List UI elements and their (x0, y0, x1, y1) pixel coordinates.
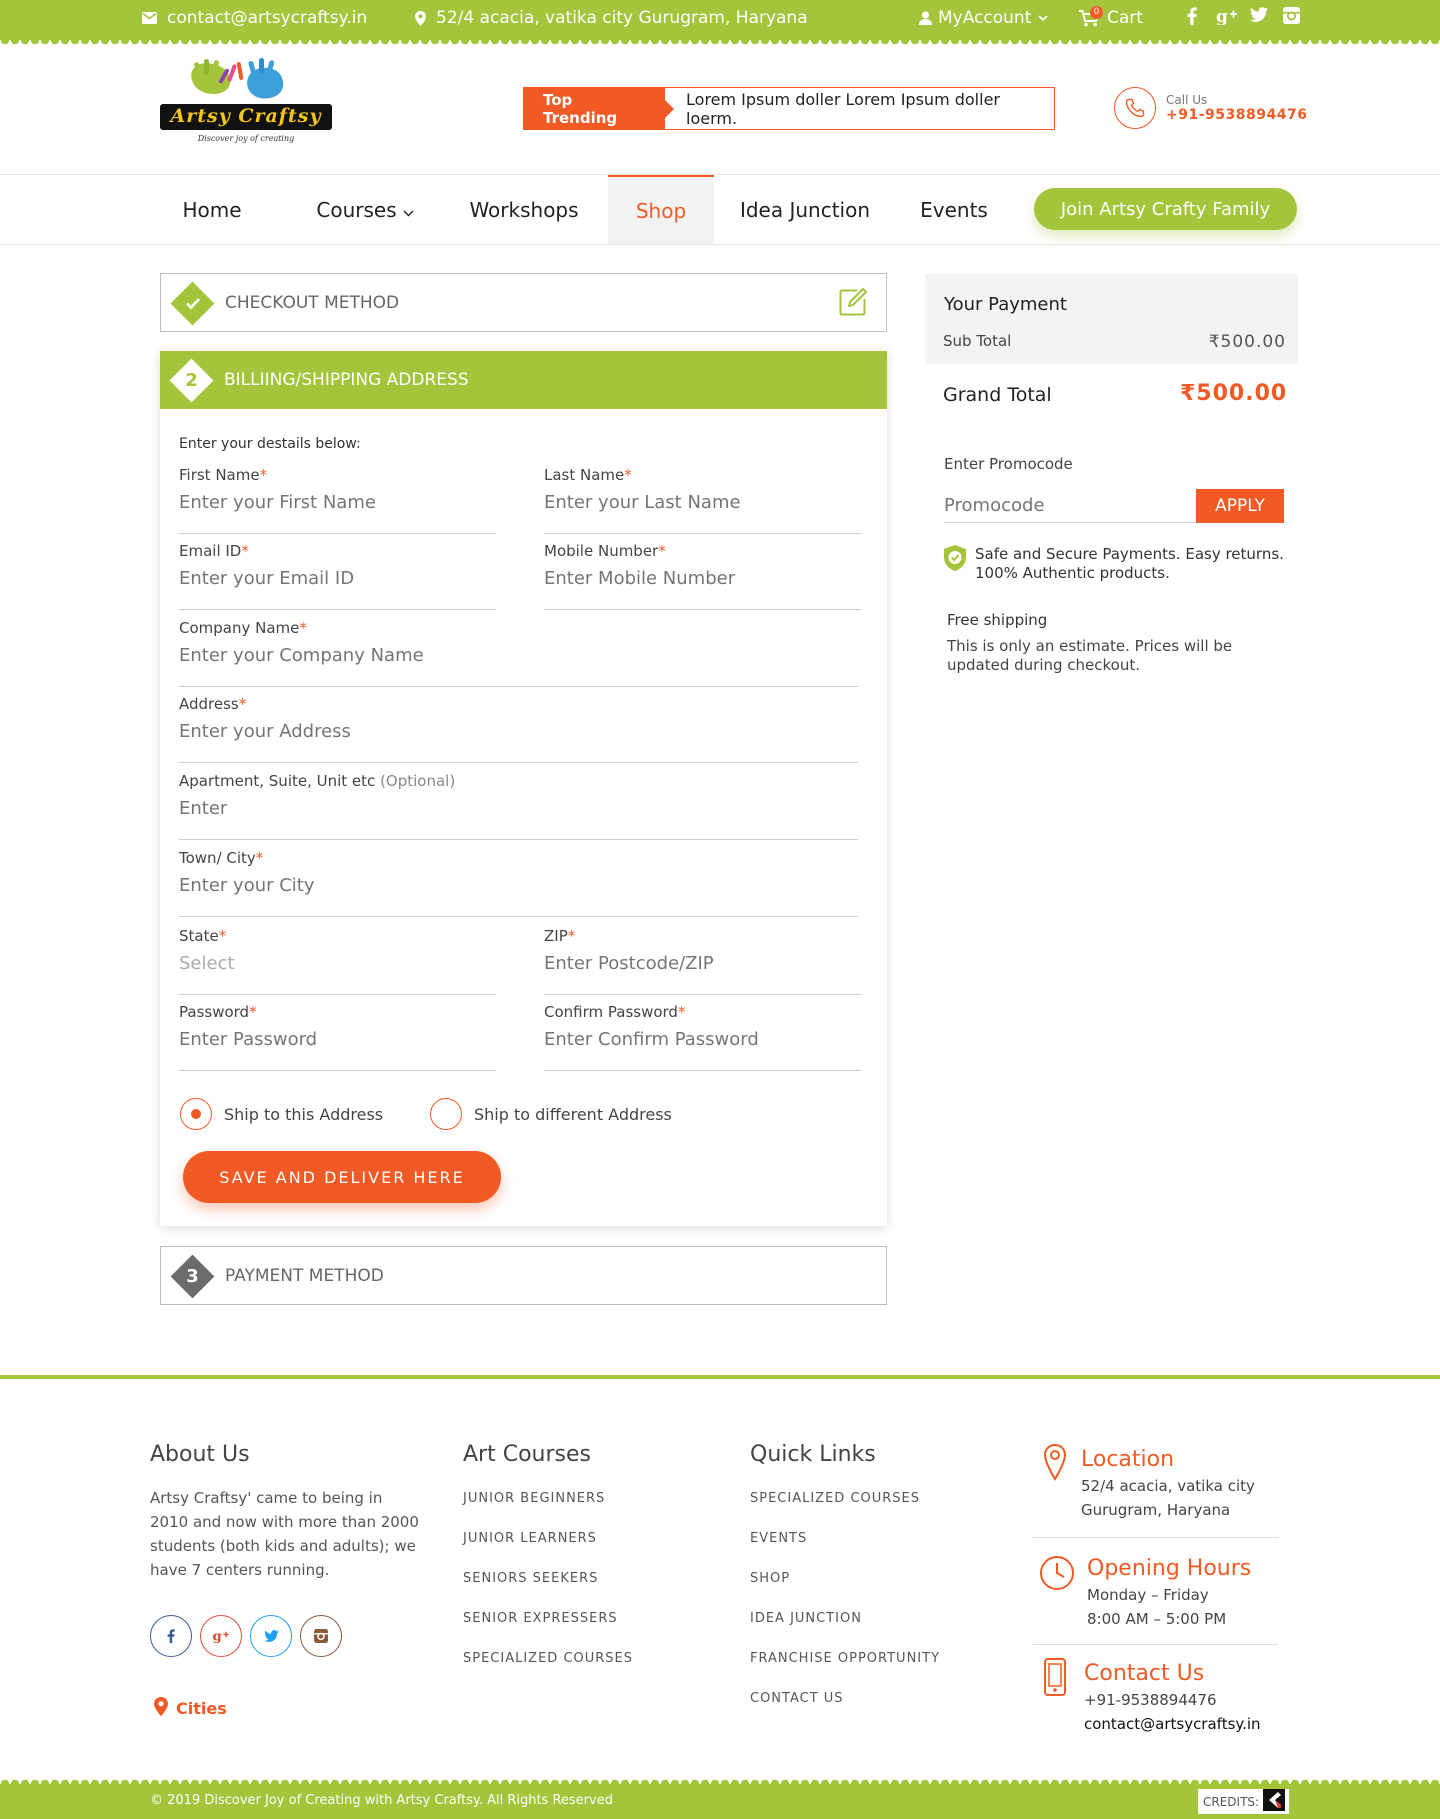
password-label: Password (179, 1003, 250, 1021)
required-mark: * (658, 542, 666, 560)
top-social-links (1173, 7, 1307, 25)
secure-payment-text: Safe and Secure Payments. Easy returns. 100% Authentic products. (975, 545, 1284, 582)
zip-input[interactable] (544, 953, 861, 974)
state-label: State (179, 927, 219, 945)
call-number[interactable]: +91-9538894476 (1166, 107, 1308, 123)
password-input[interactable] (179, 1029, 496, 1050)
contact-email[interactable]: contact@artsycraftsy.in (1084, 1715, 1261, 1733)
credits-badge[interactable] (1198, 1789, 1289, 1814)
city-field (179, 849, 858, 917)
billing-intro: Enter your destails below: (179, 436, 361, 452)
zip-field (544, 927, 861, 995)
shield-check-icon (943, 544, 967, 583)
location-line-1: 52/4 acacia, vatika city (1081, 1477, 1255, 1495)
nav-home[interactable]: Home (182, 197, 242, 222)
payment-method-title: PAYMENT METHOD (225, 1265, 384, 1286)
ship-same-label: Ship to this Address (224, 1104, 384, 1124)
contact-title: Contact Us (1084, 1661, 1205, 1686)
last-name-label: Last Name (544, 466, 625, 484)
cart-link[interactable] (1079, 8, 1143, 28)
map-pin-icon (415, 11, 426, 26)
footer-separator (1033, 1644, 1278, 1645)
state-select[interactable]: Select (179, 953, 235, 974)
top-email[interactable] (142, 8, 367, 28)
copyright-text: © 2019 Discover Joy of Creating with Artsy Craftsy. All Rights Reserved (150, 1793, 613, 1808)
last-name-input[interactable] (544, 492, 861, 513)
step-number: 2 (185, 370, 198, 391)
footer-course-link[interactable]: JUNIOR LEARNERS (463, 1531, 597, 1546)
required-mark: * (218, 927, 227, 945)
promo-input[interactable] (944, 489, 1196, 523)
last-name-field (544, 466, 861, 534)
confirm-password-field (544, 1003, 861, 1071)
nav-events[interactable]: Events (920, 197, 988, 222)
footer-quick-links (750, 1489, 940, 1729)
cities-link[interactable] (154, 1697, 227, 1720)
footer-about-text: Artsy Craftsy' came to being in 2010 and now with more than 2000 students (both kids and adults); we have 7 centers running. (150, 1489, 419, 1579)
footer-courses-title: Art Courses (463, 1442, 591, 1467)
twitter-icon[interactable] (250, 1615, 292, 1657)
edit-icon[interactable] (838, 287, 868, 322)
ship-same-radio[interactable] (180, 1098, 383, 1130)
nav-courses-label: Courses (316, 197, 397, 222)
join-family-button[interactable]: Join Artsy Crafty Family (1034, 188, 1297, 230)
required-mark: * (259, 466, 268, 484)
footer-quick-link[interactable]: EVENTS (750, 1531, 808, 1546)
apartment-label: Apartment, Suite, Unit etc (179, 772, 376, 790)
facebook-icon[interactable] (150, 1615, 192, 1657)
apartment-input[interactable] (179, 798, 858, 819)
free-shipping: Free shipping (947, 611, 1048, 629)
hours-line-1: Monday – Friday (1087, 1586, 1209, 1604)
footer-course-link[interactable]: SENIOR EXPRESSERS (463, 1611, 618, 1626)
contact-phone[interactable]: +91-9538894476 (1084, 1691, 1217, 1709)
checkout-method-title: CHECKOUT METHOD (225, 292, 400, 313)
call-us[interactable] (1114, 87, 1307, 129)
footer-course-link[interactable]: JUNIOR BEGINNERS (463, 1491, 606, 1506)
optional-tag: (Optional) (380, 772, 456, 790)
first-name-field (179, 466, 496, 534)
twitter-icon[interactable] (1243, 7, 1275, 25)
top-address (415, 8, 808, 28)
cart-label: Cart (1107, 8, 1143, 28)
step-complete-marker (171, 281, 215, 325)
footer-divider (0, 1375, 1440, 1379)
first-name-label: First Name (179, 466, 260, 484)
city-label: Town/ City (179, 849, 256, 867)
footer-quick-link[interactable]: CONTACT US (750, 1691, 844, 1706)
email-input[interactable] (179, 568, 496, 589)
required-mark: * (249, 1003, 257, 1021)
copyright-bar (0, 1784, 1440, 1819)
payment-summary-title: Your Payment (944, 294, 1067, 315)
city-input[interactable] (179, 875, 858, 896)
cities-label: Cities (176, 1699, 227, 1718)
footer-quick-link[interactable]: SHOP (750, 1571, 791, 1586)
hours-line-2: 8:00 AM – 5:00 PM (1087, 1610, 1227, 1628)
confirm-password-input[interactable] (544, 1029, 861, 1050)
location-line-2: Gurugram, Haryana (1081, 1501, 1231, 1519)
logo-wordmark: Artsy Craftsy (170, 105, 322, 127)
top-bar (0, 0, 1440, 40)
site-logo[interactable] (158, 58, 334, 154)
grand-total-value: ₹500.00 (1180, 381, 1288, 406)
email-field (179, 542, 496, 610)
address-label: Address (179, 695, 239, 713)
secure-payment-note (943, 545, 1288, 583)
credits-logo-icon (1263, 1789, 1285, 1814)
mobile-phone-icon (1043, 1657, 1067, 1701)
required-mark: * (299, 619, 307, 637)
password-field (179, 1003, 496, 1071)
google-plus-icon[interactable] (1211, 7, 1243, 25)
promo-label: Enter Promocode (944, 455, 1073, 473)
zip-label: ZIP (544, 927, 568, 945)
payment-method-step[interactable] (160, 1246, 887, 1305)
step-number-marker (171, 1254, 215, 1298)
save-deliver-button[interactable]: SAVE AND DELIVER HERE (183, 1151, 501, 1203)
clock-icon (1038, 1554, 1076, 1596)
apply-promo-button[interactable]: APPLY (1196, 489, 1284, 523)
company-field (179, 619, 858, 687)
required-mark: * (241, 542, 249, 560)
radio-unselected (430, 1098, 462, 1130)
envelope-icon (142, 12, 157, 24)
billing-step-title: BILLIING/SHIPPING ADDRESS (224, 370, 469, 390)
footer-courses-list (463, 1489, 633, 1689)
required-mark: * (567, 927, 576, 945)
call-label: Call Us (1166, 93, 1208, 107)
required-mark: * (238, 695, 247, 713)
my-account-menu[interactable] (919, 8, 1049, 28)
apartment-field (179, 772, 858, 840)
required-mark: * (677, 1003, 686, 1021)
svg-text:g: g (1216, 7, 1228, 25)
mobile-input[interactable] (544, 568, 861, 589)
billing-shipping-panel (160, 351, 887, 1226)
footer-social-links (150, 1615, 342, 1657)
estimate-note: This is only an estimate. Prices will be updated during checkout. (947, 637, 1233, 674)
facebook-icon[interactable] (1173, 7, 1211, 25)
user-icon (919, 11, 932, 25)
step-number: 3 (186, 1265, 199, 1287)
top-address-text: 52/4 acacia, vatika city Gurugram, Haryana (436, 8, 808, 28)
required-mark: * (624, 466, 632, 484)
map-pin-icon (1043, 1443, 1067, 1485)
my-account-label: MyAccount (938, 8, 1032, 28)
instagram-icon[interactable] (300, 1615, 342, 1657)
ship-different-label: Ship to different Address (474, 1104, 672, 1124)
trending-ticker (523, 87, 1055, 130)
chevron-down-icon (403, 198, 414, 222)
location-title: Location (1081, 1447, 1175, 1472)
required-mark: * (255, 849, 264, 867)
phone-icon (1114, 87, 1156, 129)
company-input[interactable] (179, 645, 858, 666)
nav-shop[interactable]: Shop (608, 175, 714, 244)
footer-course-link[interactable]: SENIORS SEEKERS (463, 1571, 599, 1586)
google-plus-icon[interactable] (200, 1615, 242, 1657)
top-email-text: contact@artsycraftsy.in (167, 8, 368, 28)
subtotal-value: ₹500.00 (1208, 332, 1286, 352)
confirm-password-label: Confirm Password (544, 1003, 678, 1021)
billing-step-header[interactable] (160, 351, 887, 409)
map-pin-icon (154, 1697, 168, 1720)
mobile-field (544, 542, 861, 610)
nav-courses[interactable] (310, 175, 420, 244)
hours-title: Opening Hours (1087, 1556, 1252, 1581)
address-field (179, 695, 858, 763)
nav-idea-junction[interactable]: Idea Junction (739, 197, 871, 222)
address-input[interactable] (179, 721, 858, 742)
email-label: Email ID (179, 542, 242, 560)
footer-about-title: About Us (150, 1442, 250, 1467)
first-name-input[interactable] (179, 492, 496, 513)
footer-links-title: Quick Links (750, 1442, 876, 1467)
checkout-method-step[interactable] (160, 273, 887, 332)
logo-tagline: Discover joy of creating (197, 134, 295, 143)
grand-total-label: Grand Total (943, 384, 1052, 406)
state-field (179, 927, 496, 995)
footer-quick-link[interactable]: SPECIALIZED COURSES (750, 1491, 921, 1506)
subtotal-label: Sub Total (943, 332, 1012, 350)
footer-quick-link[interactable]: IDEA JUNCTION (750, 1611, 862, 1626)
trending-text[interactable]: Lorem Ipsum doller Lorem Ipsum doller loerm. (686, 89, 1000, 128)
instagram-icon[interactable] (1275, 7, 1307, 25)
nav-workshops[interactable]: Workshops (469, 197, 579, 222)
ship-different-radio[interactable] (430, 1098, 672, 1130)
credits-label: CREDITS: (1203, 1794, 1260, 1809)
radio-selected (180, 1098, 212, 1130)
payment-summary (925, 274, 1298, 364)
chevron-down-icon (1037, 14, 1049, 22)
company-label: Company Name (179, 619, 300, 637)
footer-separator (1033, 1537, 1278, 1538)
cart-icon (1079, 6, 1100, 27)
step-number-marker (170, 359, 214, 403)
svg-text:g: g (212, 1629, 222, 1643)
check-icon (177, 288, 208, 319)
footer-course-link[interactable]: SPECIALIZED COURSES (463, 1651, 634, 1666)
trending-tag: Top Trending (524, 88, 665, 129)
footer-quick-link[interactable]: FRANCHISE OPPORTUNITY (750, 1651, 941, 1666)
cart-count-badge: 0 (1090, 6, 1103, 19)
mobile-label: Mobile Number (544, 542, 659, 560)
